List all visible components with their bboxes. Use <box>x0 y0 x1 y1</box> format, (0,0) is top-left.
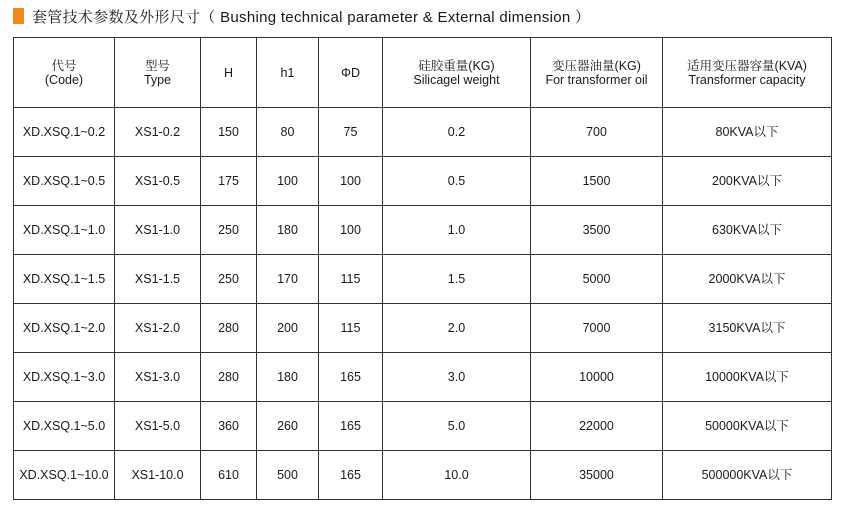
cell-h: 250 <box>201 255 257 304</box>
cell-transformer-oil: 22000 <box>531 402 663 451</box>
cell-silicagel-weight: 3.0 <box>383 353 531 402</box>
cell-transformer-capacity: 2000KVA以下 <box>663 255 832 304</box>
header-line-1: 型号 <box>144 58 170 73</box>
cell-transformer-capacity: 80KVA以下 <box>663 108 832 157</box>
cell-diameter: 100 <box>319 206 383 255</box>
header-code <box>14 38 115 108</box>
header-line-1: 硅胶重量(KG) <box>418 58 495 73</box>
header-line-1: h1 <box>280 65 295 80</box>
cell-code: XD.XSQ.1~2.0 <box>14 304 115 353</box>
header-transformer-oil <box>531 38 663 108</box>
cell-code: XD.XSQ.1~1.5 <box>14 255 115 304</box>
table-row <box>14 353 832 402</box>
header-line-1: ΦD <box>340 65 360 80</box>
header-h1 <box>257 38 319 108</box>
cell-code: XD.XSQ.1~0.5 <box>14 157 115 206</box>
header-line-1: 变压器油量(KG) <box>552 58 641 73</box>
cell-silicagel-weight: 1.5 <box>383 255 531 304</box>
bushing-spec-table <box>13 37 832 500</box>
cell-diameter: 115 <box>319 304 383 353</box>
header-transformer-capacity <box>663 38 832 108</box>
cell-transformer-capacity: 200KVA以下 <box>663 157 832 206</box>
header-silicagel-weight <box>383 38 531 108</box>
header-line-2: Transformer capacity <box>688 72 806 87</box>
cell-code: XD.XSQ.1~0.2 <box>14 108 115 157</box>
header-line-1: 代号 <box>51 58 77 73</box>
cell-h: 150 <box>201 108 257 157</box>
table-row <box>14 304 832 353</box>
cell-h1: 180 <box>257 353 319 402</box>
cell-code: XD.XSQ.1~5.0 <box>14 402 115 451</box>
cell-diameter: 100 <box>319 157 383 206</box>
table-row <box>14 157 832 206</box>
header-line-2: Type <box>143 72 172 87</box>
cell-transformer-oil: 3500 <box>531 206 663 255</box>
title-text: 套管技术参数及外形尺寸（ Bushing technical parameter & External dimension ） <box>32 8 591 26</box>
cell-h1: 200 <box>257 304 319 353</box>
cell-silicagel-weight: 2.0 <box>383 304 531 353</box>
cell-transformer-oil: 10000 <box>531 353 663 402</box>
cell-diameter: 165 <box>319 353 383 402</box>
cell-type: XS1-0.5 <box>115 157 201 206</box>
cell-diameter: 115 <box>319 255 383 304</box>
table-row <box>14 255 832 304</box>
cell-silicagel-weight: 5.0 <box>383 402 531 451</box>
cell-diameter: 165 <box>319 451 383 500</box>
cell-transformer-capacity: 630KVA以下 <box>663 206 832 255</box>
header-h <box>201 38 257 108</box>
cell-transformer-capacity: 500000KVA以下 <box>663 451 832 500</box>
cell-h: 610 <box>201 451 257 500</box>
cell-transformer-oil: 1500 <box>531 157 663 206</box>
cell-h1: 100 <box>257 157 319 206</box>
cell-type: XS1-1.5 <box>115 255 201 304</box>
cell-h: 175 <box>201 157 257 206</box>
table-body <box>14 108 832 500</box>
cell-silicagel-weight: 0.5 <box>383 157 531 206</box>
title-marker <box>13 8 24 24</box>
cell-diameter: 75 <box>319 108 383 157</box>
cell-h: 360 <box>201 402 257 451</box>
cell-h1: 180 <box>257 206 319 255</box>
cell-silicagel-weight: 1.0 <box>383 206 531 255</box>
header-line-1: H <box>223 65 234 80</box>
header-line-1: 适用变压器容量(KVA) <box>687 58 807 73</box>
cell-h: 250 <box>201 206 257 255</box>
cell-h1: 170 <box>257 255 319 304</box>
cell-transformer-capacity: 50000KVA以下 <box>663 402 832 451</box>
cell-silicagel-weight: 10.0 <box>383 451 531 500</box>
cell-transformer-oil: 35000 <box>531 451 663 500</box>
table-row <box>14 206 832 255</box>
cell-transformer-oil: 5000 <box>531 255 663 304</box>
cell-diameter: 165 <box>319 402 383 451</box>
cell-transformer-oil: 700 <box>531 108 663 157</box>
cell-h1: 260 <box>257 402 319 451</box>
cell-type: XS1-3.0 <box>115 353 201 402</box>
cell-code: XD.XSQ.1~3.0 <box>14 353 115 402</box>
header-line-2: (Code) <box>44 72 84 87</box>
cell-type: XS1-10.0 <box>115 451 201 500</box>
header-line-2: For transformer oil <box>545 72 648 87</box>
header-line-2: Silicagel weight <box>413 72 500 87</box>
cell-transformer-capacity: 10000KVA以下 <box>663 353 832 402</box>
cell-type: XS1-5.0 <box>115 402 201 451</box>
cell-silicagel-weight: 0.2 <box>383 108 531 157</box>
cell-h1: 500 <box>257 451 319 500</box>
section-title <box>13 6 590 26</box>
table-row <box>14 402 832 451</box>
cell-h1: 80 <box>257 108 319 157</box>
header-row <box>14 38 832 108</box>
cell-type: XS1-2.0 <box>115 304 201 353</box>
cell-code: XD.XSQ.1~1.0 <box>14 206 115 255</box>
header-type <box>115 38 201 108</box>
cell-h: 280 <box>201 353 257 402</box>
cell-code: XD.XSQ.1~10.0 <box>14 451 115 500</box>
cell-type: XS1-1.0 <box>115 206 201 255</box>
header-diameter <box>319 38 383 108</box>
table-row <box>14 108 832 157</box>
cell-transformer-oil: 7000 <box>531 304 663 353</box>
cell-transformer-capacity: 3150KVA以下 <box>663 304 832 353</box>
cell-h: 280 <box>201 304 257 353</box>
table-row <box>14 451 832 500</box>
cell-type: XS1-0.2 <box>115 108 201 157</box>
